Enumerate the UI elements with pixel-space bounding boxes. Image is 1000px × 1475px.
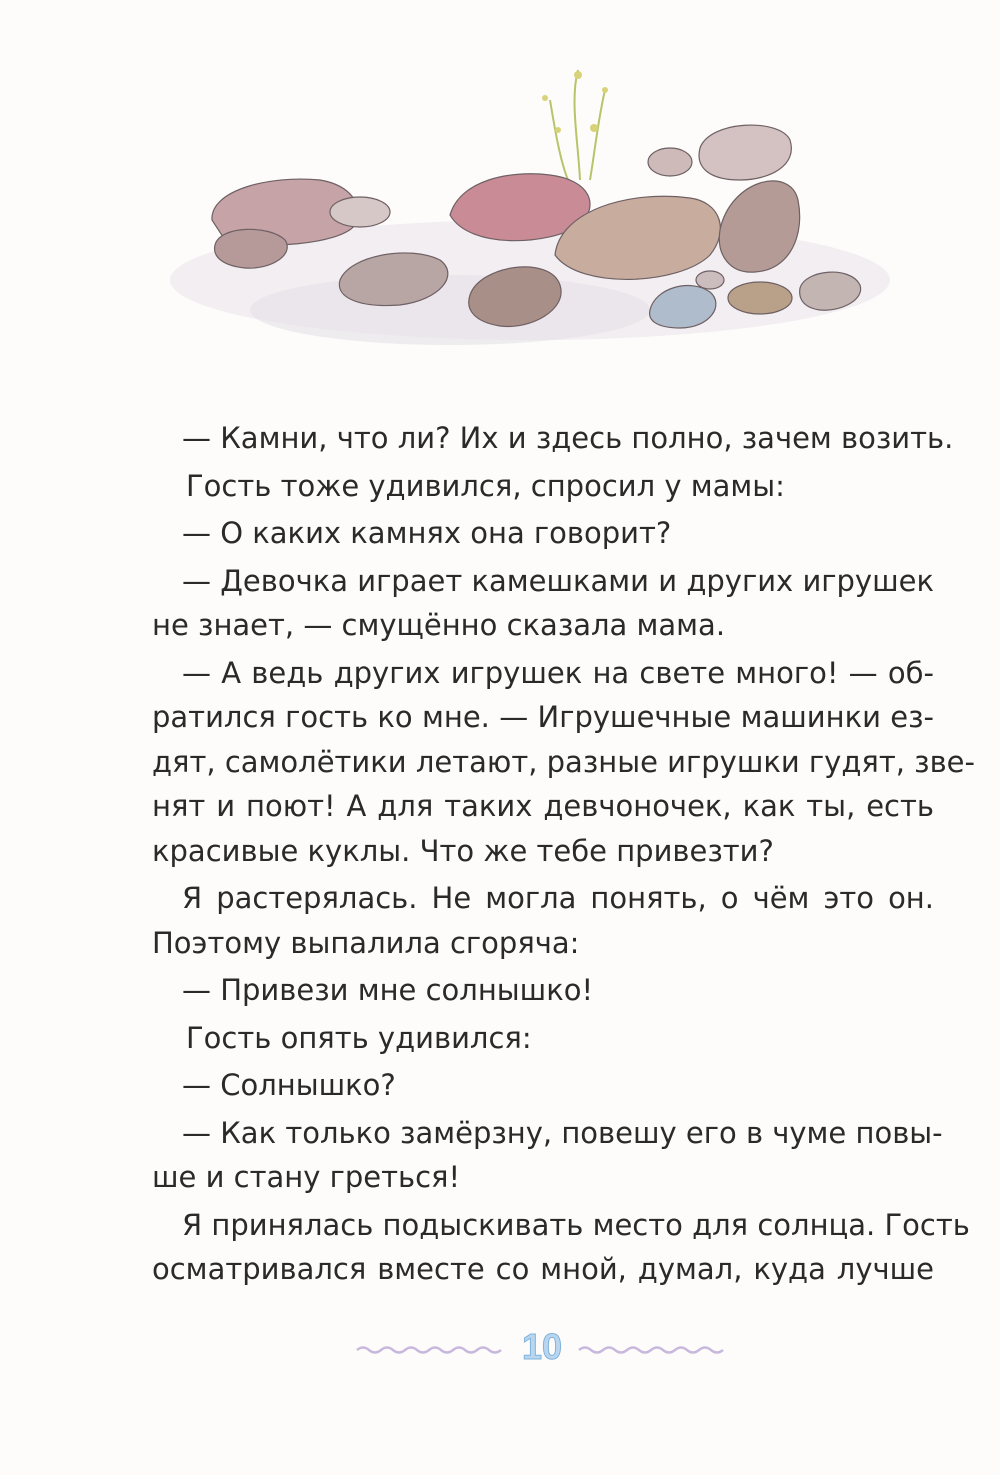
text-line: — Солнышко?	[182, 1068, 396, 1102]
paragraph	[152, 651, 975, 874]
text-line: дят, самолётики летают, разные игрушки гудят, зве-	[152, 744, 975, 779]
paragraph	[152, 1016, 942, 1061]
paragraph	[152, 416, 954, 461]
text-line: не знает, — смущённо сказала мама.	[152, 608, 726, 642]
text-line: — О каких камнях она говорит?	[182, 516, 672, 550]
text-line: — Как только замёрзну, повешу его в чуме повы-	[182, 1115, 943, 1150]
stones-illustration	[150, 30, 910, 370]
page-footer	[355, 1326, 725, 1370]
paragraph	[152, 1203, 970, 1292]
text-line: Я принялась подыскивать место для солнца. Гость	[182, 1207, 970, 1242]
text-line: — Камни, что ли? Их и здесь полно, зачем возить.	[182, 421, 954, 455]
paragraph	[152, 876, 942, 965]
decorative-squiggle-icon	[355, 1344, 505, 1356]
text-line: нят и поют! А для таких девчоночек, как ты, есть	[152, 789, 934, 823]
text-line: Гость тоже удивился, спросил у мамы:	[186, 468, 785, 503]
text-line: Я растерялась. Не могла понять, о чём это он.	[182, 881, 934, 915]
paragraph	[152, 1111, 942, 1200]
text-line: — Привези мне солнышко!	[182, 973, 594, 1007]
text-line: ше и стану греться!	[152, 1160, 461, 1194]
paragraph	[152, 1063, 942, 1108]
paragraph	[152, 559, 942, 648]
text-line: ратился гость ко мне. — Игрушечные машинки ез-	[152, 700, 934, 734]
text-line: — Девочка играет камешками и других игрушек	[182, 563, 934, 598]
paragraph	[152, 968, 942, 1013]
text-line: красивые куклы. Что же тебе привезти?	[152, 833, 774, 868]
text-line: Поэтому выпалила сгоряча:	[152, 925, 580, 960]
flower-icon	[550, 70, 605, 180]
story-text	[152, 416, 975, 1292]
text-line: Гость опять удивился:	[186, 1020, 532, 1055]
page-number: 10	[521, 1326, 563, 1367]
text-line: — А ведь других игрушек на свете много! — об-	[182, 655, 934, 690]
text-line: осматривался вместе со мной, думал, куда лучше	[152, 1252, 934, 1286]
paragraph	[152, 511, 942, 556]
paragraph	[152, 464, 942, 509]
decorative-squiggle-icon	[577, 1344, 727, 1356]
